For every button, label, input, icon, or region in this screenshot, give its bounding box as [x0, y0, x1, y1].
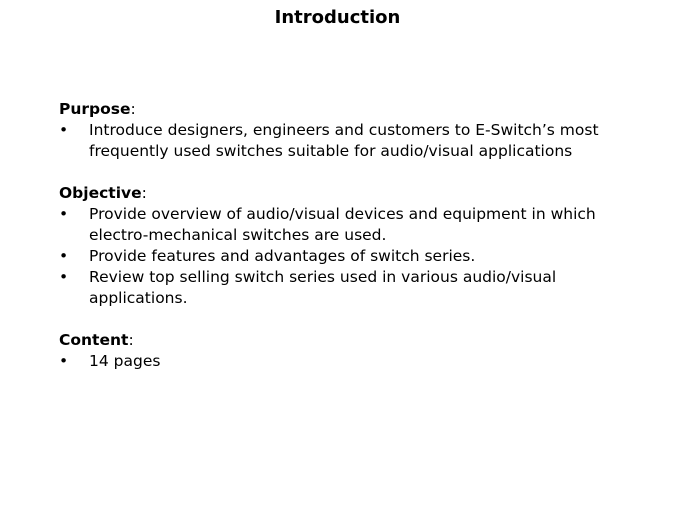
- bullet-icon: •: [59, 352, 69, 370]
- content-heading: [59, 330, 649, 351]
- bullet-text: Review top selling switch series used in various audio/visual applications.: [89, 268, 557, 307]
- objective-heading-colon: :: [141, 184, 147, 202]
- purpose-heading-colon: :: [130, 100, 136, 118]
- slide-body: [59, 99, 649, 372]
- slide-title: Introduction: [274, 7, 401, 28]
- bullet-icon: •: [59, 268, 69, 286]
- objective-bullet-list: [59, 204, 649, 309]
- content-heading-label: Content: [59, 331, 129, 349]
- objective-heading-label: Objective: [59, 184, 142, 202]
- bullet-icon: •: [59, 247, 69, 265]
- bullet-icon: •: [59, 121, 69, 139]
- bullet-item: [59, 204, 649, 246]
- bullet-text: 14 pages: [89, 352, 161, 370]
- bullet-text: Introduce designers, engineers and customers to E-Switch’s most frequently used switches suitable for audio/visual applications: [89, 121, 599, 160]
- bullet-text: Provide overview of audio/visual devices and equipment in which electro-mechanical switches are used.: [89, 205, 596, 244]
- bullet-item: [59, 120, 649, 162]
- objective-heading: [59, 183, 649, 204]
- objective-section: [59, 183, 649, 309]
- purpose-heading-label: Purpose: [59, 100, 131, 118]
- bullet-item: [59, 351, 649, 372]
- bullet-text: Provide features and advantages of switch series.: [89, 247, 476, 265]
- content-heading-colon: :: [128, 331, 134, 349]
- purpose-bullet-list: [59, 120, 649, 162]
- bullet-icon: •: [59, 205, 69, 223]
- purpose-heading: [59, 99, 649, 120]
- bullet-item: [59, 246, 649, 267]
- content-section: [59, 330, 649, 372]
- content-bullet-list: [59, 351, 649, 372]
- purpose-section: [59, 99, 649, 162]
- bullet-item: [59, 267, 649, 309]
